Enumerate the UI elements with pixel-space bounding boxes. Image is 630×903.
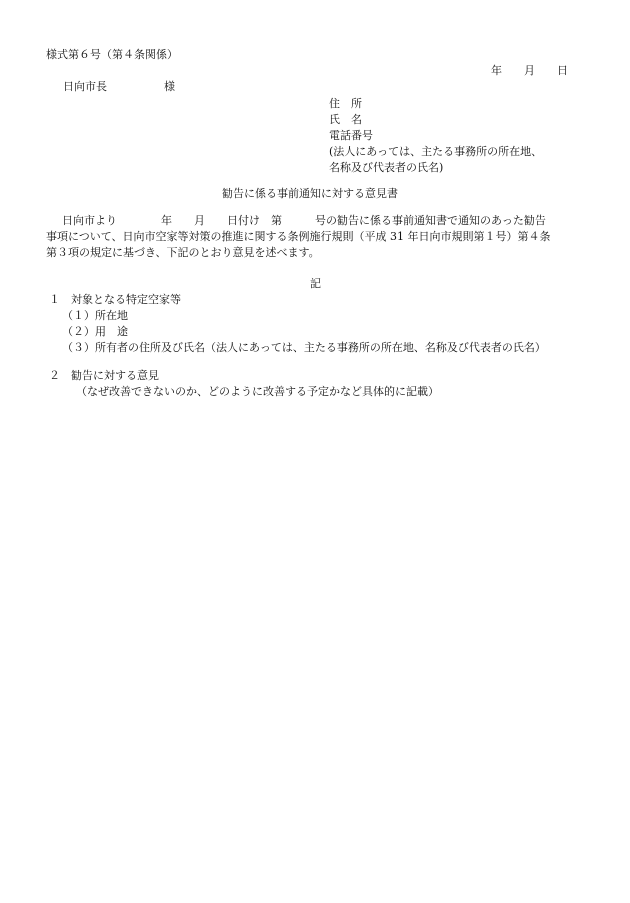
body-line3: 第３項の規定に基づき、下記のとおり意見を述べます。 <box>46 246 320 259</box>
section1-item-owner: （３）所有者の住所及び氏名（法人にあっては、主たる事務所の所在地、名称及び代表者の氏名） <box>62 341 546 354</box>
applicant-note-line2: 名称及び代表者の氏名) <box>329 161 444 174</box>
address-label: 住 所 <box>329 97 362 110</box>
phone-label: 電話番号 <box>329 129 373 142</box>
addressee-honorific: 様 <box>164 80 175 93</box>
addressee-name: 日向市長 <box>63 80 107 93</box>
body-line1: 日向市より 年 月 日付け 第 号の勧告に係る事前通知書で通知のあった勧告 <box>62 214 546 227</box>
section1-item-location: （１）所在地 <box>62 309 128 322</box>
section2-note: （なぜ改善できないのか、どのように改善する予定かなど具体的に記載） <box>76 385 439 398</box>
applicant-note-line1: (法人にあっては、主たる事務所の所在地、 <box>329 145 543 158</box>
section1-heading: １ 対象となる特定空家等 <box>49 293 181 306</box>
date-line: 年 月 日 <box>491 64 568 77</box>
ki-mark: 記 <box>310 277 321 290</box>
form-number: 様式第６号（第４条関係） <box>46 48 178 61</box>
section1-item-usage: （２）用 途 <box>62 325 128 338</box>
section2-heading: ２ 勧告に対する意見 <box>49 369 159 382</box>
body-line2: 事項について、日向市空家等対策の推進に関する条例施行規則（平成 31 年日向市規則第１号）第４条 <box>46 230 551 243</box>
name-label: 氏 名 <box>329 113 362 126</box>
document-title: 勧告に係る事前通知に対する意見書 <box>222 187 398 200</box>
